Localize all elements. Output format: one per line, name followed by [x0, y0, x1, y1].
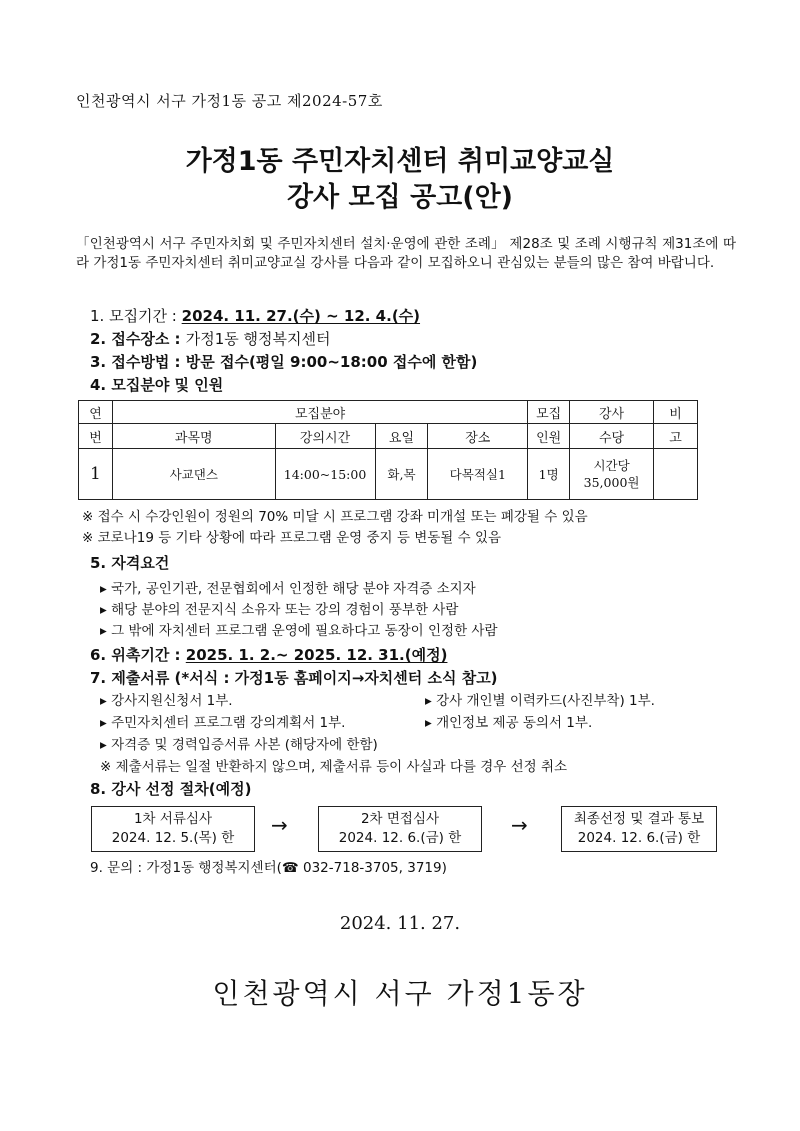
recruit-field-label: 4. 모집분야 및 인원 — [90, 376, 224, 394]
header-count-bottom: 인원 — [528, 424, 570, 449]
page-title: 가정1동 주민자치센터 취미교양교실 — [185, 146, 615, 177]
cell-note — [654, 449, 698, 500]
reception-place — [90, 329, 331, 349]
documents-heading — [90, 668, 498, 688]
selection-step-2 — [318, 806, 482, 852]
cell-pay-line1: 시간당 — [593, 458, 630, 473]
header-pay-bottom: 수당 — [570, 424, 654, 449]
intro-paragraph: 「인천광역시 서구 주민자치회 및 주민자치센터 설치·운영에 관한 조례」 제28조 및 조례 시행규칙 제31조에 따라 가정1동 주민자치센터 취미교양교실 강사를 다음과 같이 모집하오니 관심있는 분들의 많은 참여 바랍니다. — [76, 236, 736, 271]
recruit-period — [90, 306, 420, 326]
cell-pay — [570, 449, 654, 500]
step-title: 1차 서류심사 — [133, 811, 213, 827]
term-label: 6. 위촉기간 : — [90, 646, 186, 664]
reception-place-value: 가정1동 행정복지센터 — [185, 330, 331, 348]
header-time: 강의시간 — [275, 424, 375, 449]
arrow-right-icon: → — [271, 813, 288, 837]
header-count-top: 모집 — [528, 401, 570, 424]
qualification-item: ▸ 해당 분야의 전문지식 소유자 또는 강의 경험이 풍부한 사람 — [100, 602, 459, 618]
documents-note: ※ 제출서류는 일절 반환하지 않으며, 제출서류 등이 사실과 다를 경우 선정 취소 — [100, 759, 568, 775]
cell-day: 화,목 — [375, 449, 428, 500]
table-row — [79, 449, 698, 500]
document-item: ▸ 강사 개인별 이력카드(사진부착) 1부. — [425, 693, 655, 709]
arrow-right-icon: → — [511, 813, 528, 837]
inquiry-line: 9. 문의 : 가정1동 행정복지센터(☎ 032-718-3705, 3719) — [90, 860, 447, 876]
selection-heading — [90, 779, 251, 799]
step-title: 2차 면접심사 — [360, 811, 440, 827]
step-date: 2024. 12. 5.(목) 한 — [111, 830, 235, 846]
term-line — [90, 645, 447, 665]
document-item: ▸ 자격증 및 경력입증서류 사본 (해당자에 한함) — [100, 737, 378, 753]
header-no-top: 연 — [79, 401, 113, 424]
recruit-period-value: 2024. 11. 27.(수) ~ 12. 4.(수) — [181, 307, 421, 325]
selection-label: 8. 강사 선정 절차(예정) — [90, 780, 252, 798]
cell-time: 14:00~15:00 — [275, 449, 375, 500]
step-date: 2024. 12. 6.(금) 한 — [338, 830, 462, 846]
table-header-row-1 — [79, 401, 698, 424]
reception-method — [90, 352, 477, 372]
qualification-item: ▸ 그 밖에 자치센터 프로그램 운영에 필요하다고 동장이 인정한 사람 — [100, 623, 498, 639]
cell-subject: 사교댄스 — [112, 449, 275, 500]
header-field: 모집분야 — [112, 401, 527, 424]
page-subtitle: 강사 모집 공고(안) — [286, 182, 514, 213]
reception-method-label: 3. 접수방법 : — [90, 353, 186, 371]
qualification-item: ▸ 국가, 공인기관, 전문협회에서 인정한 해당 분야 자격증 소지자 — [100, 581, 476, 597]
cell-place: 다목적실1 — [428, 449, 528, 500]
recruit-field-heading — [90, 375, 223, 395]
header-note-bottom: 고 — [654, 424, 698, 449]
cell-count: 1명 — [528, 449, 570, 500]
term-value: 2025. 1. 2.~ 2025. 12. 31.(예정) — [185, 646, 448, 664]
cell-no: 1 — [79, 449, 113, 500]
document-item: ▸ 강사지원신청서 1부. — [100, 693, 233, 709]
header-no-bottom: 번 — [79, 424, 113, 449]
reception-method-value: 방문 접수(평일 9:00~18:00 접수에 한함) — [185, 353, 478, 371]
header-pay-top: 강사 — [570, 401, 654, 424]
header-subject: 과목명 — [112, 424, 275, 449]
header-place: 장소 — [428, 424, 528, 449]
qualification-label: 5. 자격요건 — [90, 554, 170, 572]
selection-step-3 — [561, 806, 717, 852]
selection-step-1 — [91, 806, 255, 852]
table-note-2: ※ 코로나19 등 기타 상황에 따라 프로그램 운영 중지 등 변동될 수 있음 — [82, 530, 502, 546]
notice-number: 인천광역시 서구 가정1동 공고 제2024-57호 — [76, 92, 383, 110]
documents-label: 7. 제출서류 (*서식 : 가정1동 홈페이지→자치센터 소식 참고) — [90, 669, 498, 687]
document-item: ▸ 개인정보 제공 동의서 1부. — [425, 715, 593, 731]
recruit-period-label: 1. 모집기간 : — [90, 307, 182, 325]
header-day: 요일 — [375, 424, 428, 449]
qualification-heading — [90, 553, 169, 573]
document-item: ▸ 주민자치센터 프로그램 강의계획서 1부. — [100, 715, 346, 731]
announcement-date: 2024. 11. 27. — [339, 913, 461, 934]
step-title: 최종선정 및 결과 통보 — [573, 811, 705, 827]
signatory: 인천광역시 서구 가정1동장 — [212, 977, 588, 1010]
table-note-1: ※ 접수 시 수강인원이 정원의 70% 미달 시 프로그램 강좌 미개설 또는 폐강될 수 있음 — [82, 509, 588, 525]
reception-place-label: 2. 접수장소 : — [90, 330, 186, 348]
step-date: 2024. 12. 6.(금) 한 — [577, 830, 701, 846]
header-note-top: 비 — [654, 401, 698, 424]
recruit-table — [78, 400, 698, 500]
cell-pay-line2: 35,000원 — [583, 475, 640, 490]
table-header-row-2 — [79, 424, 698, 449]
